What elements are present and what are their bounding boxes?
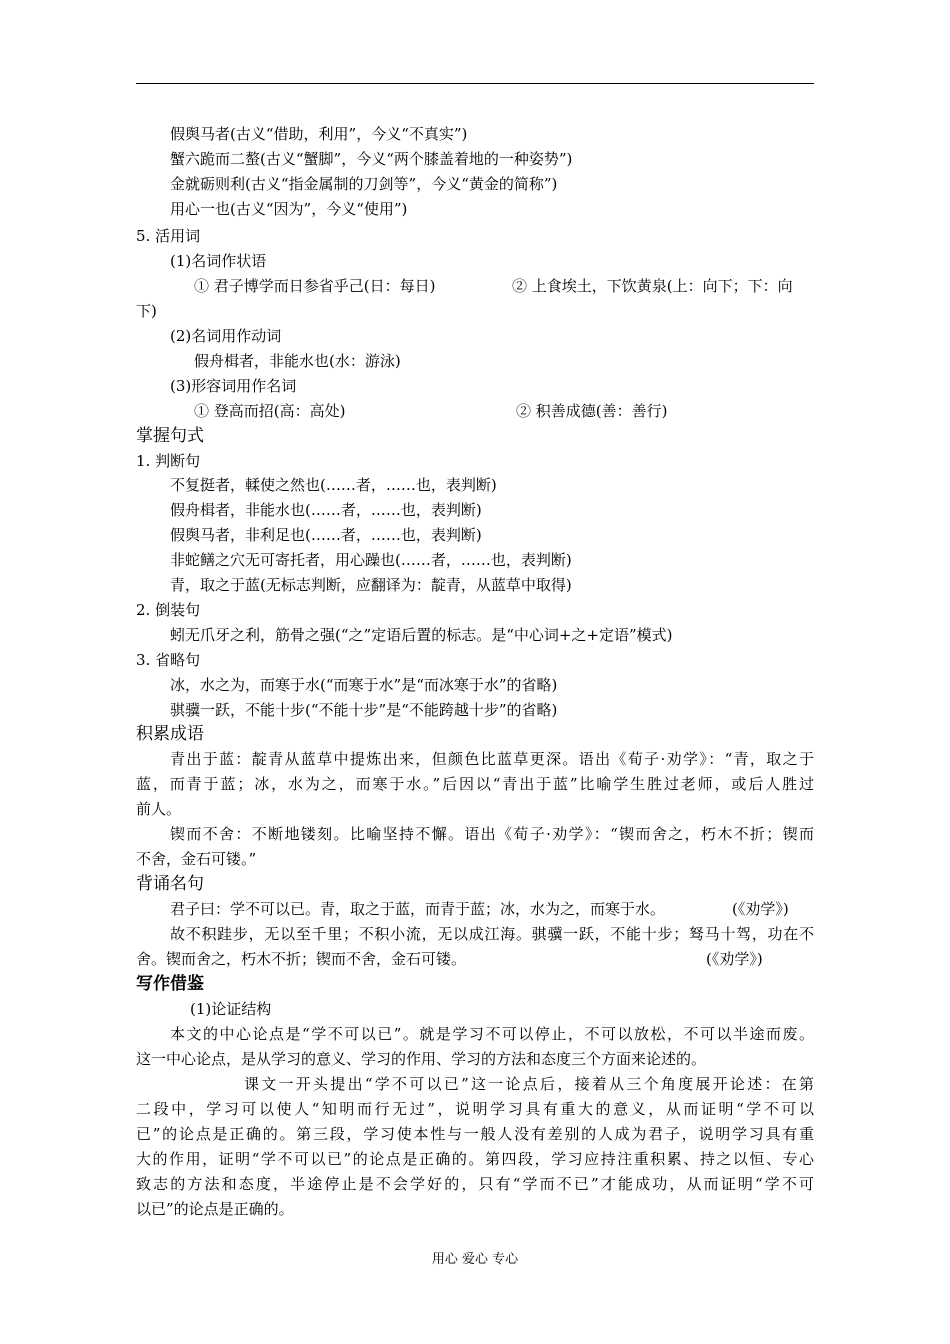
paragraph-line: 致志的方法和态度，半途停止是不会学好的，只有“学而不已”才能成功，从而证明“学不可 [136, 1175, 814, 1193]
paragraph-line: 已”的论点是正确的。第三段，学习使本性与一般人没有差别的人成为君子，说明学习具有重 [136, 1125, 814, 1143]
paragraph-line: 大的作用，证明“学不可以已”的论点是正确的。第四段，学习应持注重积累、持之以恒、专心 [136, 1150, 814, 1168]
paragraph-line: 这一中心论点，是从学习的意义、学习的作用、学习的方法和态度三个方面来论述的。 [136, 1050, 707, 1068]
section-heading: 写作借鉴 [136, 974, 204, 994]
text-line: ② 积善成德(善：善行) [516, 402, 668, 420]
paragraph-line: 本文的中心论点是“学不可以已”。就是学习不可以停止，不可以放松，不可以半途而废。 [170, 1025, 814, 1043]
text-line: 假舆马者，非利足也(……者，……也，表判断) [170, 526, 482, 544]
paragraph-line: 二段中，学习可以使人“知明而行无过”，说明学习具有重大的意义，从而证明“学不可以 [136, 1100, 814, 1118]
section-heading: 积累成语 [136, 724, 204, 744]
paragraph-line: 蓝，而青于蓝；冰，水为之，而寒于水。”后因以“青出于蓝”比喻学生胜过老师，或后人胜过 [136, 775, 814, 793]
section-heading: 背诵名句 [136, 874, 204, 894]
text-line: 不复挺者，輮使之然也(……者，……也，表判断) [170, 476, 497, 494]
text-line: 冰，水之为，而寒于水(“而寒于水”是“而冰寒于水”的省略) [170, 676, 558, 694]
page-footer: 用心 爱心 专心 [431, 1252, 519, 1267]
paragraph-line: 不舍，金石可镂。” [136, 850, 257, 868]
header-rule [136, 83, 814, 84]
paragraph-line: 课文一开头提出“学不可以已”这一论点后，接着从三个角度展开论述：在第 [244, 1075, 814, 1093]
text-line: ① 君子博学而日参省乎己(日：每日) [194, 277, 436, 295]
text-line: 骐骥一跃，不能十步(“不能十步”是“不能跨越十步”的省略) [170, 701, 558, 719]
paragraph-line: 前人。 [136, 800, 182, 818]
text-line: 非蛇鳝之穴无可寄托者，用心躁也(……者，……也，表判断) [170, 551, 572, 569]
paragraph-line: 君子曰：学不可以已。青，取之于蓝，而青于蓝；冰，水为之，而寒于水。 [170, 900, 666, 918]
text-line: 蟹六跪而二螯(古义“蟹脚”，今义“两个膝盖着地的一种姿势”) [170, 150, 573, 168]
paragraph-line: 锲而不舍：不断地镂刻。比喻坚持不懈。语出《荀子·劝学》：“锲而舍之，朽木不折；锲而 [170, 825, 814, 843]
text-line: 下) [136, 302, 157, 320]
text-line: 蚓无爪牙之利，筋骨之强(“之”定语后置的标志。是“中心词+之+定语”模式) [170, 626, 673, 644]
paragraph-line: 舍。锲而舍之，朽木不折；锲而不舍，金石可镂。 [136, 950, 467, 968]
list-heading: 1. 判断句 [136, 452, 201, 470]
text-line: 假舟楫者，非能水也(……者，……也，表判断) [170, 501, 482, 519]
text-line: ② 上食埃土，下饮黄泉(上：向下；下：向 [512, 277, 793, 295]
source-citation: (《劝学》) [732, 900, 789, 918]
paragraph-line: 以已”的论点是正确的。 [136, 1200, 294, 1218]
text-line: 假舟楫者，非能水也(水：游泳) [194, 352, 401, 370]
text-line: 用心一也(古义“因为”，今义“使用”) [170, 200, 408, 218]
list-heading: 3. 省略句 [136, 651, 201, 669]
text-line: ① 登高而招(高：高处) [194, 402, 346, 420]
source-citation: (《劝学》) [706, 950, 763, 968]
paragraph-line: 故不积跬步，无以至千里；不积小流，无以成江海。骐骥一跃，不能十步；驽马十驾，功在不 [170, 925, 814, 943]
text-line: 假舆马者(古义“借助，利用”，今义“不真实”) [170, 125, 468, 143]
sub-heading: (1)名词作状语 [170, 252, 267, 270]
sub-heading: (3)形容词用作名词 [170, 377, 297, 395]
text-line: 金就砺则利(古义“指金属制的刀剑等”，今义“黄金的简称”) [170, 175, 558, 193]
paragraph-line: 青出于蓝：靛青从蓝草中提炼出来，但颜色比蓝草更深。语出《荀子·劝学》：“青，取之于 [170, 750, 814, 768]
text-line: 青，取之于蓝(无标志判断，应翻译为：靛青，从蓝草中取得) [170, 576, 572, 594]
sub-heading: (2)名词用作动词 [170, 327, 282, 345]
sub-heading: (1)论证结构 [190, 1000, 272, 1018]
list-heading: 5. 活用词 [136, 227, 201, 245]
list-heading: 2. 倒装句 [136, 601, 201, 619]
section-heading: 掌握句式 [136, 426, 204, 446]
